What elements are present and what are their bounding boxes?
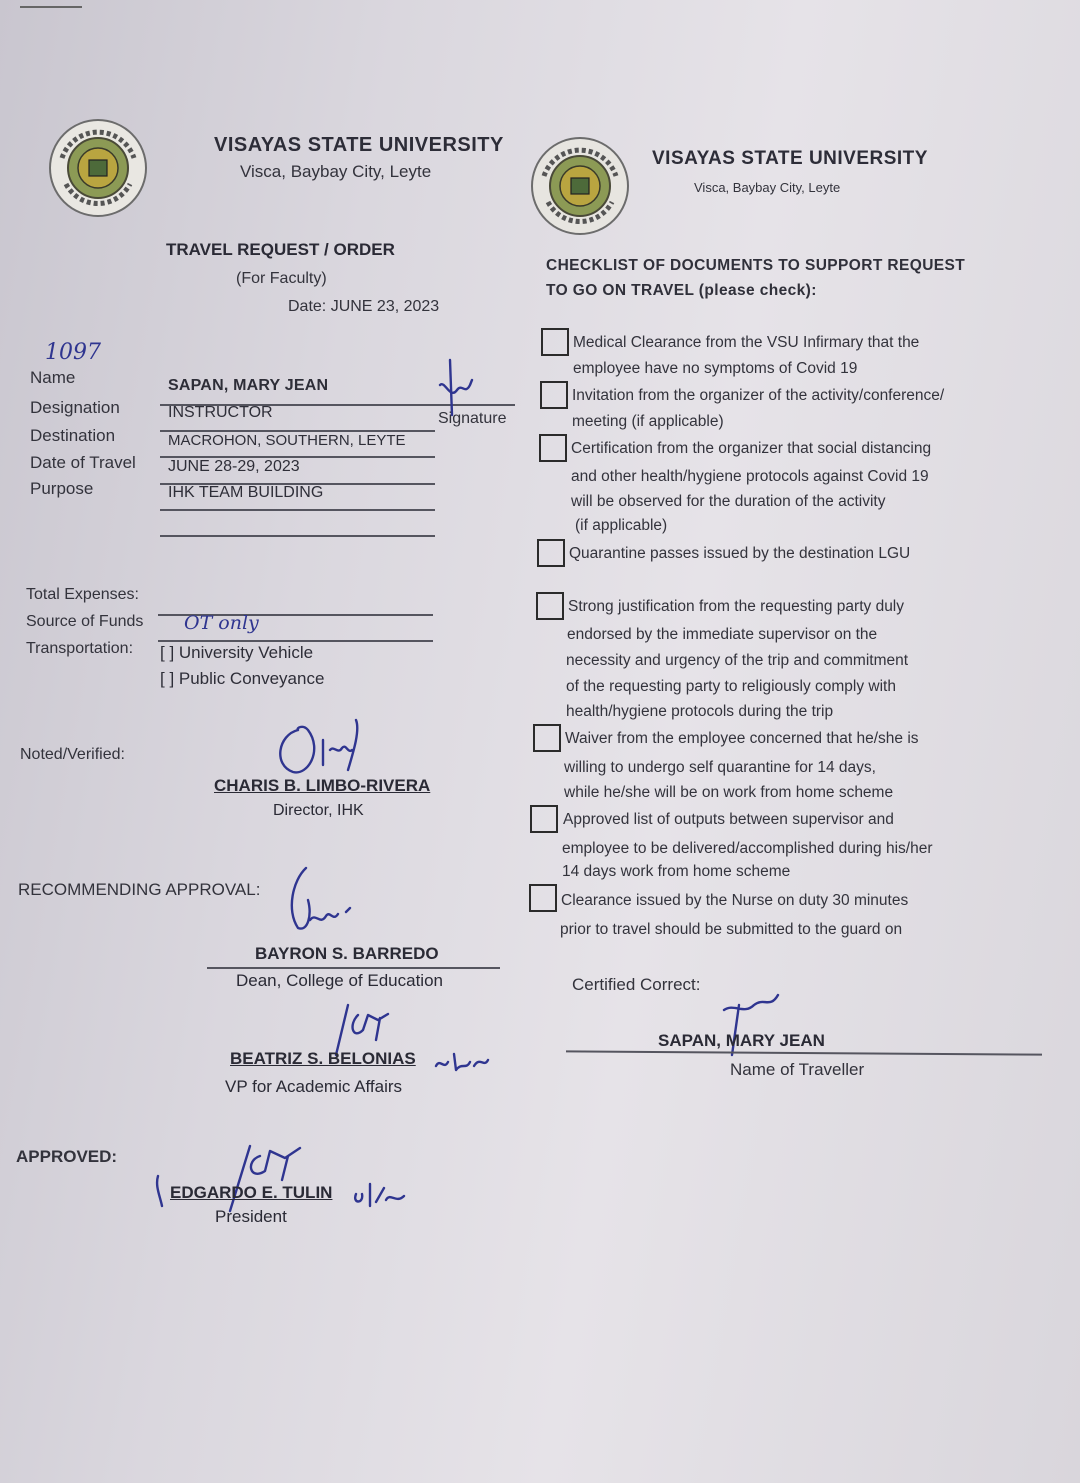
vpaa-role: VP for Academic Affairs (225, 1077, 403, 1096)
checklist-item-text: Medical Clearance from the VSU Infirmary that the (573, 334, 920, 351)
checklist-item-text: of the requesting party to religiously comply with (566, 678, 896, 695)
expenses-label: Total Expenses: (26, 586, 139, 603)
form-subtitle: (For Faculty) (236, 270, 327, 287)
checklist-item-text: employee to be delivered/accomplished during his/her (562, 840, 933, 857)
funds-underline (158, 640, 433, 642)
purpose-underline-2 (160, 535, 435, 537)
checklist-item-text: necessity and urgency of the trip and commitment (566, 652, 909, 669)
checklist-item-text: Quarantine passes issued by the destination LGU (569, 545, 911, 562)
recommending-label: RECOMMENDING APPROVAL: (18, 880, 261, 899)
checklist-item-text: Waiver from the employee concerned that he/she is (565, 730, 919, 747)
funds-handwritten: OT only (184, 612, 259, 634)
checkbox-approved-outputs[interactable] (530, 805, 558, 833)
checkbox-waiver[interactable] (533, 724, 561, 752)
funds-label: Source of Funds (26, 613, 144, 630)
checklist-item-text: Invitation from the organizer of the activity/conference/ (572, 387, 945, 404)
checklist-item-text: while he/she will be on work from home scheme (564, 784, 894, 801)
director-name: CHARIS B. LIMBO-RIVERA (214, 776, 431, 795)
checkbox-medical-clearance[interactable] (541, 328, 569, 356)
checklist-item-text: employee have no symptoms of Covid 19 (573, 360, 858, 377)
vpaa-initials (432, 1046, 492, 1076)
purpose-label: Purpose (30, 479, 94, 498)
dean-role: Dean, College of Education (236, 971, 443, 990)
checklist-item-text: meeting (if applicable) (572, 413, 724, 430)
top-edge-mark (20, 6, 82, 8)
university-seal-icon (48, 118, 148, 218)
checkbox-quarantine-passes[interactable] (537, 539, 565, 567)
checklist-item-text: Certification from the organizer that social distancing (571, 440, 932, 457)
traveller-name: SAPAN, MARY JEAN (658, 1031, 825, 1050)
transport-label: Transportation: (26, 640, 134, 657)
travel-date-value: JUNE 28-29, 2023 (168, 458, 300, 475)
checkbox-strong-justification[interactable] (536, 592, 564, 620)
purpose-value: IHK TEAM BUILDING (168, 484, 324, 501)
transport-option-university-vehicle: [ ] University Vehicle (160, 643, 314, 662)
university-address-right: Visca, Baybay City, Leyte (694, 180, 841, 195)
checklist-item-text: will be observed for the duration of the activity (571, 493, 886, 510)
handwritten-number: 1097 (45, 340, 101, 365)
transport-option-public-conveyance: [ ] Public Conveyance (160, 669, 325, 688)
checklist-item-text: health/hygiene protocols during the trip (566, 703, 834, 720)
checklist-item-text: Approved list of outputs between supervisor and (563, 811, 894, 828)
name-value: SAPAN, MARY JEAN (168, 377, 329, 394)
president-name: EDGARDO E. TULIN (170, 1183, 333, 1202)
form-date: Date: JUNE 23, 2023 (288, 298, 440, 315)
travel-date-label: Date of Travel (30, 453, 136, 472)
dean-underline (207, 967, 500, 969)
checklist-item-text: and other health/hygiene protocols against Covid 19 (571, 468, 929, 485)
checklist-title-line1: CHECKLIST OF DOCUMENTS TO SUPPORT REQUEST (546, 257, 966, 274)
university-name: VISAYAS STATE UNIVERSITY (214, 134, 504, 156)
president-initials (350, 1180, 410, 1210)
checkbox-certification[interactable] (539, 434, 567, 462)
destination-label: Destination (30, 426, 116, 445)
university-name-right: VISAYAS STATE UNIVERSITY (652, 148, 928, 169)
checklist-title-line2: TO GO ON TRAVEL (please check): (546, 282, 817, 299)
dean-name: BAYRON S. BARREDO (255, 944, 439, 963)
designation-label: Designation (30, 398, 120, 417)
traveller-role: Name of Traveller (730, 1060, 865, 1079)
checklist-item-text: endorsed by the immediate supervisor on the (567, 626, 878, 643)
checklist-item-text: prior to travel should be submitted to the guard on (560, 921, 903, 938)
vpaa-name: BEATRIZ S. BELONIAS (230, 1049, 416, 1068)
checkbox-invitation[interactable] (540, 381, 568, 409)
checklist-item-text: willing to undergo self quarantine for 14 days, (564, 759, 876, 776)
designation-value: INSTRUCTOR (168, 404, 273, 421)
university-address: Visca, Baybay City, Leyte (240, 162, 432, 181)
president-signature (150, 1136, 320, 1216)
noted-label: Noted/Verified: (20, 746, 125, 763)
certified-label: Certified Correct: (572, 975, 701, 994)
president-role: President (215, 1207, 287, 1226)
checklist-item-text: Strong justification from the requesting party duly (568, 598, 905, 615)
signature-label: Signature (438, 410, 507, 427)
destination-value: MACROHON, SOUTHERN, LEYTE (168, 432, 406, 449)
checklist-item-text: (if applicable) (575, 517, 668, 534)
approved-label: APPROVED: (16, 1147, 118, 1166)
checklist-item-text: 14 days work from home scheme (562, 863, 791, 880)
form-title: TRAVEL REQUEST / ORDER (166, 240, 395, 259)
dean-signature (278, 860, 368, 940)
checklist-item-text: Clearance issued by the Nurse on duty 30 minutes (561, 892, 909, 909)
traveller-underline (566, 1050, 1042, 1055)
name-label: Name (30, 368, 76, 387)
purpose-underline (160, 509, 435, 511)
director-role: Director, IHK (273, 802, 364, 819)
checkbox-nurse-clearance[interactable] (529, 884, 557, 912)
university-seal-icon-right (530, 136, 630, 236)
